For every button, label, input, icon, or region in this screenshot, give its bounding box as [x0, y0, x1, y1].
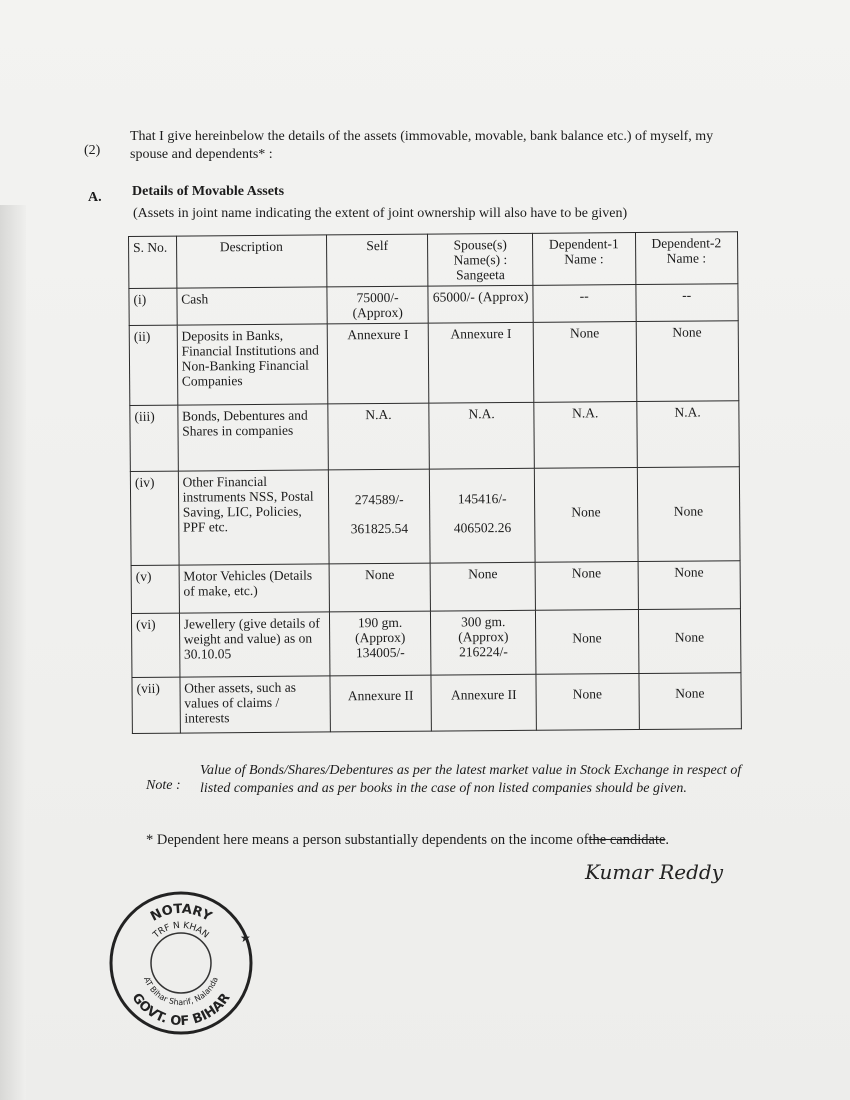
spouse-value: 145416/- [457, 491, 507, 507]
table-row [131, 609, 740, 678]
cell-sno: (i) [129, 288, 177, 325]
cell-spouse [430, 468, 535, 563]
header-spouse: Spouse(s) Name(s) : Sangeeta [428, 233, 533, 286]
cell-description: Cash [177, 287, 327, 325]
cell-spouse: 300 gm. (Approx) 216224/- [431, 610, 536, 675]
cell-sno: (v) [131, 565, 179, 613]
cell-dependent-1: None [536, 674, 639, 731]
cell-self: 190 gm. (Approx) 134005/- [329, 611, 431, 676]
cell-description: Jewellery (give details of weight and value) as on 30.10.05 [179, 612, 330, 677]
cell-dependent-2: None [638, 561, 741, 610]
cell-dependent-1: None [534, 468, 637, 563]
handwritten-signature: Kumar Reddy [585, 860, 723, 884]
cell-sno: (vi) [131, 613, 179, 677]
section-title: Details of Movable Assets [132, 184, 285, 199]
header-sno: S. No. [129, 236, 177, 288]
cell-dependent-1: None [535, 562, 638, 611]
cell-self: N.A. [328, 403, 430, 470]
self-value: 274589/- [354, 491, 404, 508]
table-row [130, 401, 739, 472]
svg-text:TRF N KHAN [151, 921, 211, 941]
spouse-extra-value: 406502.26 [453, 519, 512, 536]
footnote-end: . [665, 832, 670, 848]
cell-dependent-2: N.A. [636, 401, 739, 468]
cell-description: Other Financial instruments NSS, Postal Saving, LIC, Policies, PPF etc. [178, 470, 329, 565]
cell-spouse: None [430, 562, 535, 611]
header-dependent-1: Dependent-1 Name : [533, 233, 636, 286]
cell-self: Annexure II [330, 675, 432, 732]
table-row [132, 673, 741, 734]
intro-paragraph: That I give hereinbelow the details of the assets (immovable, movable, bank balance etc.) of myself, my spouse and dependents* : [130, 129, 714, 162]
cell-dependent-2: None [637, 467, 740, 562]
cell-dependent-1: None [536, 610, 639, 675]
seal-bottom-text: GOVT. OF BIHAR [128, 990, 234, 1030]
self-extra-value: 361825.54 [350, 520, 409, 537]
header-description: Description [176, 235, 327, 288]
table-row [129, 321, 739, 406]
movable-assets-table [128, 231, 742, 734]
table-row [130, 467, 740, 566]
footnote-main: * Dependent here means a person substantially dependents on the income of [146, 832, 589, 848]
cell-sno: (ii) [129, 325, 177, 405]
notary-seal-stamp [106, 888, 256, 1038]
dependent-footnote [146, 832, 669, 849]
cell-description: Deposits in Banks, Financial Institutions and Non-Banking Financial Companies [177, 324, 328, 405]
cell-self: 75000/- (Approx) [327, 286, 429, 324]
cell-dependent-2: -- [635, 284, 738, 322]
cell-sno: (iv) [130, 471, 178, 565]
cell-self: Annexure I [327, 323, 429, 404]
cell-self: None [329, 563, 431, 612]
section-letter: A. [88, 190, 102, 205]
cell-spouse: 65000/- (Approx) [428, 285, 533, 323]
cell-sno: (iii) [130, 405, 178, 471]
table-header-row [129, 232, 738, 289]
seal-top-text: NOTARY [148, 901, 214, 925]
cell-dependent-1: N.A. [534, 402, 637, 469]
cell-dependent-2: None [636, 321, 739, 402]
page-fold-shadow [0, 205, 26, 1100]
cell-sno: (vii) [132, 677, 180, 733]
seal-star-icon: ★ [240, 931, 251, 945]
cell-spouse: N.A. [429, 402, 534, 469]
cell-spouse: Annexure I [429, 322, 534, 403]
cell-description: Motor Vehicles (Details of make, etc.) [179, 564, 330, 613]
cell-description: Bonds, Debentures and Shares in companies [178, 404, 329, 471]
seal-name-text: TRF N KHAN [151, 920, 211, 941]
note-label: Note : [146, 778, 181, 793]
note-text: Value of Bonds/Shares/Debentures as per the latest market value in Stock Exchange in respect of listed companies and as per books in the case of non listed companies should be given. [200, 763, 742, 796]
cell-dependent-2: None [638, 609, 741, 674]
header-self: Self [326, 234, 428, 287]
table-row [131, 561, 740, 614]
header-dependent-2: Dependent-2 Name : [635, 232, 738, 285]
cell-spouse: Annexure II [431, 674, 536, 731]
cell-dependent-1: None [533, 322, 636, 403]
cell-description: Other assets, such as values of claims / interests [180, 676, 331, 733]
footnote-struck-text: the candidate [588, 832, 666, 848]
cell-dependent-2: None [638, 673, 741, 730]
cell-self [328, 469, 430, 564]
table-row [129, 284, 738, 326]
seal-place-text: AT Bihar Sharif, Nalanda [142, 975, 220, 1008]
section-subnote: (Assets in joint name indicating the extent of joint ownership will also have to be given) [133, 206, 628, 221]
paragraph-number: (2) [84, 143, 101, 158]
svg-text:AT Bihar Sharif, Nalanda [142, 976, 220, 1007]
cell-dependent-1: -- [533, 285, 636, 323]
